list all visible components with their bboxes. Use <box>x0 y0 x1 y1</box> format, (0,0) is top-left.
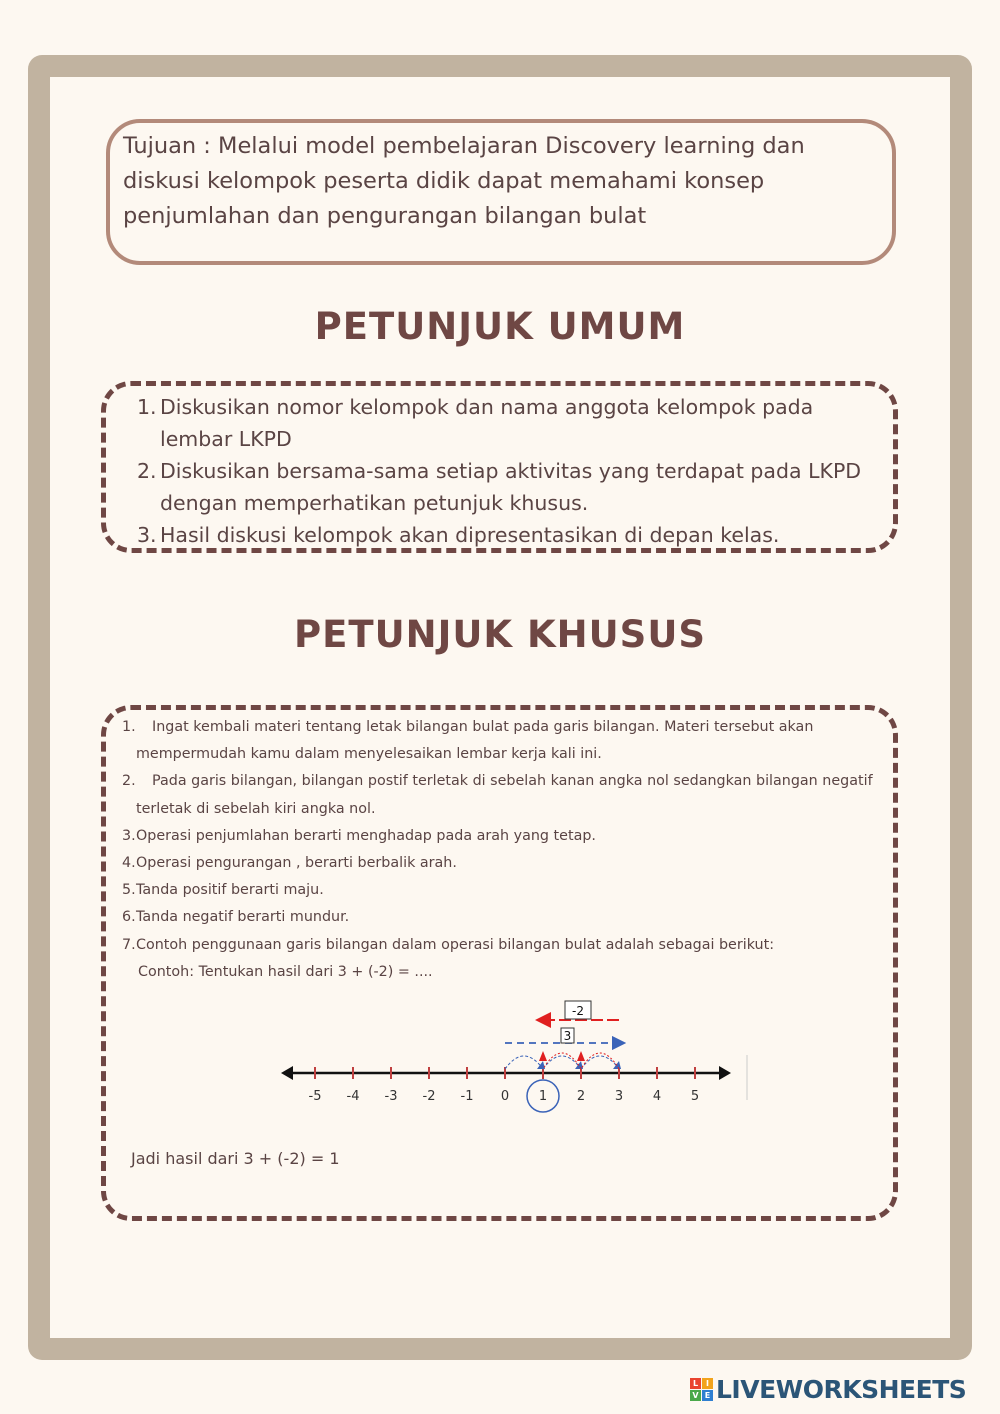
tick-label: 0 <box>500 1089 510 1104</box>
tick-label: 3 <box>614 1089 624 1104</box>
liveworksheets-logo <box>690 1374 966 1404</box>
tick-label: 2 <box>576 1089 586 1104</box>
list-item: 3.Operasi penjumlahan berarti menghadap pada arah yang tetap. <box>122 827 596 844</box>
live-icon: L I V E <box>690 1378 713 1401</box>
petunjuk-khusus-list <box>122 714 882 986</box>
brand-name: LIVEWORKSHEETS <box>716 1374 967 1404</box>
tick-label: 5 <box>690 1089 700 1104</box>
petunjuk-umum-list <box>137 391 877 551</box>
example-text: Contoh: Tentukan hasil dari 3 + (-2) = .... <box>138 963 433 980</box>
tick-label: -3 <box>384 1089 398 1104</box>
tick-label: -4 <box>346 1089 360 1104</box>
list-item: 7.Contoh penggunaan garis bilangan dalam operasi bilangan bulat adalah sebagai berikut: <box>122 936 775 953</box>
tick-label: -1 <box>460 1089 474 1104</box>
list-item: 6.Tanda negatif berarti mundur. <box>122 909 350 926</box>
list-item: 3. Hasil diskusi kelompok akan dipresentasikan di depan kelas. <box>137 523 780 547</box>
forward-jump-arc <box>543 1056 581 1069</box>
backward-jump-arrowhead <box>577 1051 585 1061</box>
result-text: Jadi hasil dari 3 + (-2) = 1 <box>131 1149 340 1168</box>
tick-label: -5 <box>308 1089 322 1104</box>
list-item: 4.Operasi pengurangan , berarti berbalik arah. <box>122 855 457 872</box>
backward-jump-arrowhead <box>539 1051 547 1061</box>
list-item: 2. Diskusikan bersama-sama setiap aktivitas yang terdapat pada LKPD dengan memperhatikan petunjuk khusus. <box>137 459 862 515</box>
three-label: 3 <box>563 1029 572 1043</box>
backward-jump-arc <box>543 1053 581 1069</box>
tick-label: 4 <box>652 1089 662 1104</box>
list-item-continuation: mempermudah kamu dalam menyelesaikan lembar kerja kali ini. <box>136 746 602 763</box>
tujuan-line: Tujuan : Melalui model pembelajaran Discovery learning dan <box>123 133 805 159</box>
list-item: 1. Ingat kembali materi tentang letak bilangan bulat pada garis bilangan. Materi tersebut akan <box>122 719 814 735</box>
right-arrowhead <box>719 1066 731 1080</box>
tujuan-line: penjumlahan dan pengurangan bilangan bulat <box>123 203 647 229</box>
list-item: 1. Diskusikan nomor kelompok dan nama anggota kelompok pada lembar LKPD <box>137 395 814 451</box>
forward-jump-arc <box>505 1056 543 1069</box>
number-line-diagram <box>275 995 755 1145</box>
list-item-continuation: terletak di sebelah kiri angka nol. <box>136 800 376 817</box>
tujuan-line: diskusi kelompok peserta didik dapat memahami konsep <box>123 168 765 194</box>
minus2-label: -2 <box>572 1004 584 1018</box>
backward-jump-arc <box>581 1053 619 1069</box>
list-item: 2. Pada garis bilangan, bilangan postif terletak di sebelah kanan angka nol sedangkan bilangan negatif <box>122 773 873 790</box>
petunjuk-umum-heading: PETUNJUK UMUM <box>314 305 686 348</box>
list-item: 5.Tanda positif berarti maju. <box>122 882 324 899</box>
left-arrowhead <box>281 1066 293 1080</box>
tick-label: 1 <box>538 1089 548 1104</box>
forward-jump-arc <box>581 1056 619 1069</box>
petunjuk-khusus-heading: PETUNJUK KHUSUS <box>293 613 707 656</box>
tujuan-box <box>106 119 896 265</box>
tick-label: -2 <box>422 1089 436 1104</box>
